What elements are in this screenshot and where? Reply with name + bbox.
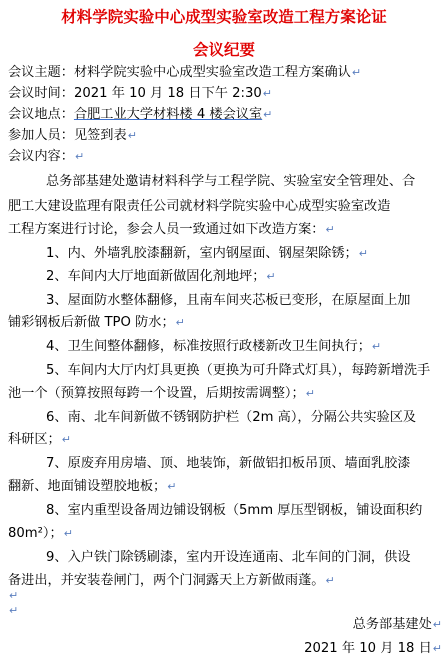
list-item: 4、卫生间整体翻修，标准按照行政楼新改卫生间执行；↵ xyxy=(46,339,382,354)
list-item: 1、内、外墙乳胶漆翻新，室内钢屋面、钢屋架除锈；↵ xyxy=(46,246,368,261)
paragraph-mark-icon: ↵ xyxy=(262,87,272,100)
paragraph-mark-icon: ↵ xyxy=(167,480,177,493)
paragraph-mark-icon: ↵ xyxy=(127,129,137,142)
paragraph-mark-icon: ↵ xyxy=(432,642,442,655)
meta-time-value: 2021 年 10 月 18 日下午 2:30 xyxy=(73,86,262,101)
meta-content-label: 会议内容： xyxy=(8,149,74,164)
meta-attendees-label: 参加人员： xyxy=(8,128,74,143)
list-item: 2、车间内大厅地面新做固化剂地坪；↵ xyxy=(46,269,276,284)
intro-line: 工程方案进行讨论，参会人员一致通过如下改造方案：↵ xyxy=(8,222,335,237)
paragraph-mark-icon: ↵ xyxy=(175,316,185,329)
meta-place xyxy=(8,105,442,125)
list-item: 7、原废弃用房墙、顶、地装饰，新做铝扣板吊顶、墙面乳胶漆 xyxy=(46,456,411,471)
paragraph-mark-icon: ↵ xyxy=(305,387,315,400)
meta-place-label: 会议地点： xyxy=(8,107,74,122)
list-item: 3、屋面防水整体翻修，且南车间夹芯板已变形，在原屋面上加 xyxy=(46,293,411,308)
paragraph-mark-icon: ↵ xyxy=(9,589,19,602)
list-item-continued: 备进出，并安装卷闸门，两个门洞露天上方新做雨蓬。↵ xyxy=(8,573,335,588)
list-item: 9、入户铁门除锈刷漆，室内开设连通南、北车间的门洞，供设 xyxy=(46,550,411,565)
signature-org: 总务部基建处↵ xyxy=(352,617,442,632)
paragraph-mark-icon: ↵ xyxy=(74,150,85,163)
document-title: 材料学院实验中心成型实验室改造工程方案论证 xyxy=(61,8,387,26)
paragraph-mark-icon: ↵ xyxy=(61,433,71,446)
list-item-continued: 翻新、地面铺设塑胶地板；↵ xyxy=(8,479,177,494)
list-item-continued: 铺彩钢板后新做 TPO 防水；↵ xyxy=(8,315,185,330)
list-item: 8、室内重型设备周边铺设钢板（5mm 厚压型钢板，铺设面积约 xyxy=(46,503,423,518)
meta-time-label: 会议时间： xyxy=(8,86,74,101)
meta-attendees-value: 见签到表 xyxy=(73,128,127,143)
list-item-continued: 池一个（预算按照每跨一个设置，后期按需调整）；↵ xyxy=(8,386,315,401)
meta-topic-label: 会议主题： xyxy=(8,65,74,80)
intro-line: 肥工大建设监理有限责任公司就材料学院实验中心成型实验室改造 xyxy=(8,199,391,214)
paragraph-mark-icon: ↵ xyxy=(63,527,73,540)
meta-time xyxy=(8,84,442,104)
paragraph-mark-icon: ↵ xyxy=(325,223,335,236)
paragraph-mark-icon: ↵ xyxy=(358,247,368,260)
list-item-continued: 80m²）；↵ xyxy=(8,526,73,541)
meta-place-value: 合肥工业大学材料楼 4 楼会议室 xyxy=(73,107,263,122)
list-item-continued: 科研区；↵ xyxy=(8,432,71,447)
list-item: 5、车间内大厅内灯具更换（更换为可升降式灯具），每跨新增洗手 xyxy=(46,363,431,378)
meta-topic xyxy=(8,63,442,83)
paragraph-mark-icon: ↵ xyxy=(266,270,276,283)
document-subtitle: 会议纪要 xyxy=(192,41,255,59)
intro-line: 总务部基建处邀请材料科学与工程学院、实验室安全管理处、合 xyxy=(46,174,416,189)
meta-topic-value: 材料学院实验中心成型实验室改造工程方案确认 xyxy=(73,65,351,80)
paragraph-mark-icon: ↵ xyxy=(9,604,19,617)
meta-attendees xyxy=(8,126,442,146)
paragraph-mark-icon: ↵ xyxy=(325,574,335,587)
paragraph-mark-icon: ↵ xyxy=(263,108,273,121)
list-item: 6、南、北车间新做不锈钢防护栏（2m 高），分隔公共实验区及 xyxy=(46,410,417,425)
paragraph-mark-icon: ↵ xyxy=(371,340,382,353)
signature-date: 2021 年 10 月 18 日↵ xyxy=(304,641,442,656)
paragraph-mark-icon: ↵ xyxy=(351,66,362,79)
paragraph-mark-icon: ↵ xyxy=(432,618,442,631)
meta-content xyxy=(8,147,442,167)
